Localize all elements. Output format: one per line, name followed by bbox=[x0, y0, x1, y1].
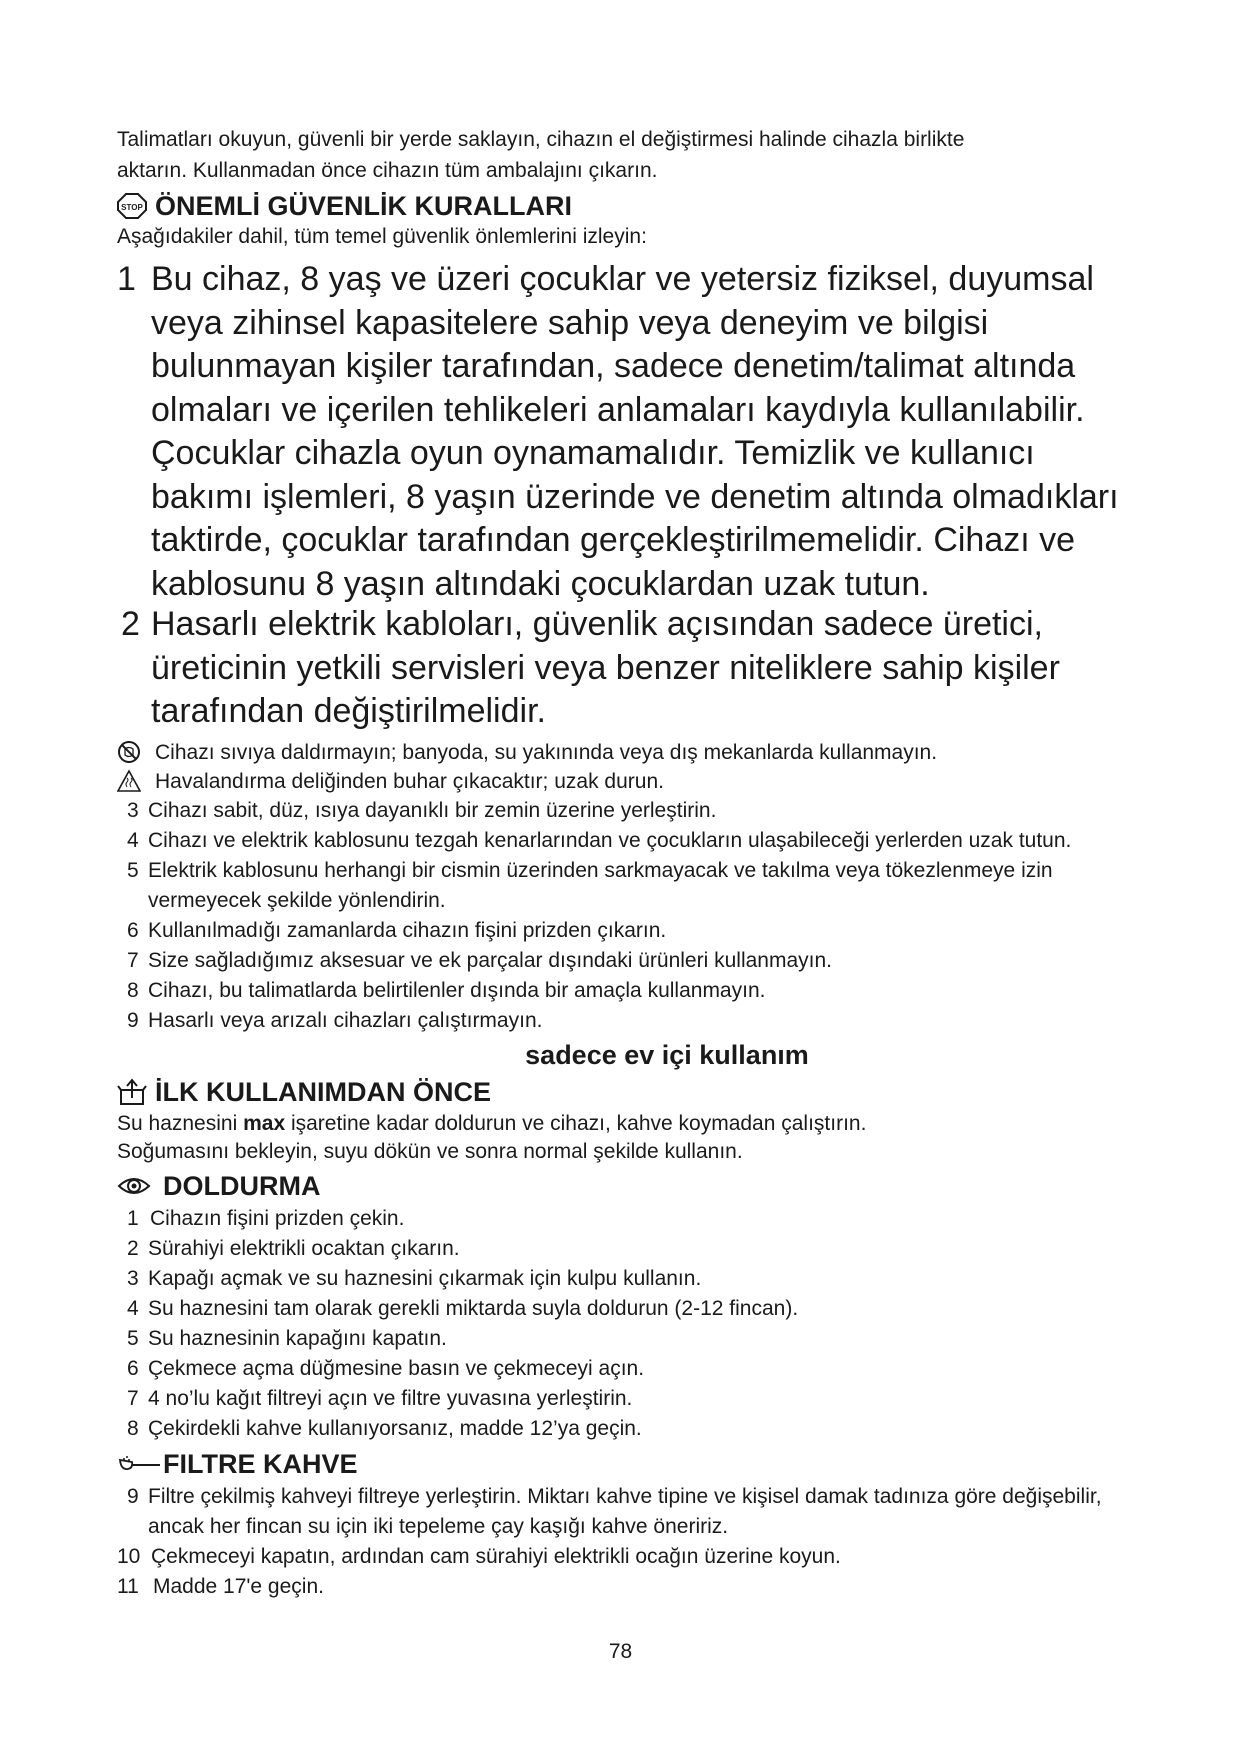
list-item-text: Cihazı ve elektrik kablosunu tezgah kenarlarından ve çocukların ulaşabileceği yerlerden uzak tutun. bbox=[148, 828, 1072, 852]
warning-no-immersion-text: Cihazı sıvıya daldırmayın; banyoda, su yakınında veya dış mekanlarda kullanmayın. bbox=[155, 740, 938, 764]
list-item-text: Cihazın fişini prizden çekin. bbox=[150, 1206, 405, 1230]
list-item-number: 9 bbox=[127, 1484, 139, 1508]
stop-icon-text: STOP bbox=[121, 203, 143, 212]
list-item-text: Elektrik kablosunu herhangi bir cismin üzerinden sarkmayacak ve takılma veya tökezlenmeye izin vermeyecek şekilde yönlendirin. bbox=[148, 858, 1053, 912]
unpack-icon bbox=[117, 1078, 147, 1106]
list-item-text: Çekmece açma düğmesine basın ve çekmeceyi açın. bbox=[148, 1356, 645, 1380]
list-item-number: 7 bbox=[127, 1386, 139, 1410]
list-item bbox=[117, 976, 1127, 1006]
list-item bbox=[117, 1324, 1127, 1354]
no-immersion-icon bbox=[117, 740, 141, 764]
list-item bbox=[117, 856, 1127, 916]
list-item bbox=[117, 916, 1127, 946]
intro-line-2: aktarın. Kullanmadan önce cihazın tüm ambalajını çıkarın. bbox=[117, 159, 658, 182]
safety-heading bbox=[117, 188, 1127, 224]
list-item bbox=[117, 946, 1127, 976]
list-item-text: 4 no’lu kağıt filtreyi açın ve filtre yuvasına yerleştirin. bbox=[148, 1386, 633, 1410]
intro-line-1: Talimatları okuyun, güvenli bir yerde saklayın, cihazın el değiştirmesi halinde cihazla birlikte bbox=[117, 128, 965, 151]
first-use-line-1-post: işaretine kadar doldurun ve cihazı, kahve koymadan çalıştırın. bbox=[285, 1111, 867, 1135]
list-item-number: 5 bbox=[127, 858, 139, 882]
list-item-text: Hasarlı veya arızalı cihazları çalıştırmayın. bbox=[148, 1008, 543, 1032]
first-use-line-1 bbox=[117, 1110, 1127, 1138]
steam-warning-icon bbox=[117, 769, 141, 793]
list-item-number: 3 bbox=[127, 1266, 139, 1290]
big-item-2-number: 2 bbox=[121, 605, 140, 643]
list-item-text: Filtre çekilmiş kahveyi filtreye yerleştirin. Miktarı kahve tipine ve kişisel damak tadınıza göre değişebilir, ancak her fincan su için iki tepeleme çay kaşığı kahve öneririz. bbox=[148, 1484, 1102, 1538]
list-item-text: Madde 17'e geçin. bbox=[153, 1574, 324, 1598]
list-item-text: Kapağı açmak ve su haznesini çıkarmak için kulpu kullanın. bbox=[148, 1266, 702, 1290]
big-item-2-text: Hasarlı elektrik kabloları, güvenlik açısından sadece üretici, üreticinin yetkili servisleri veya benzer niteliklere sahip kişiler tarafından değiştirilmelidir. bbox=[151, 605, 1060, 730]
warning-steam bbox=[117, 767, 1127, 796]
warning-no-immersion bbox=[117, 738, 1127, 767]
list-item bbox=[117, 1414, 1127, 1444]
list-item-text: Kullanılmadığı zamanlarda cihazın fişini prizden çıkarın. bbox=[148, 918, 667, 942]
first-use-line-1-pre: Su haznesini bbox=[117, 1111, 244, 1135]
list-item bbox=[117, 1542, 1127, 1572]
safety-heading-text: ÖNEMLİ GÜVENLİK KURALLARI bbox=[155, 191, 572, 221]
list-item-text: Sürahiyi elektrikli ocaktan çıkarın. bbox=[148, 1236, 460, 1260]
filling-heading bbox=[117, 1168, 1127, 1204]
first-use-heading bbox=[117, 1074, 1127, 1110]
list-item-number: 6 bbox=[127, 918, 139, 942]
list-item-number: 2 bbox=[127, 1236, 139, 1260]
list-item-number: 8 bbox=[127, 978, 139, 1002]
filter-coffee-heading-text: FILTRE KAHVE bbox=[163, 1448, 358, 1479]
safety-subtitle: Aşağıdakiler dahil, tüm temel güvenlik önlemlerini izleyin: bbox=[117, 225, 647, 248]
warning-steam-text: Havalandırma deliğinden buhar çıkacaktır; uzak durun. bbox=[155, 769, 664, 793]
list-item-number: 9 bbox=[127, 1008, 139, 1032]
list-item-number: 5 bbox=[127, 1326, 139, 1350]
list-item-text: Size sağladığımız aksesuar ve ek parçalar dışındaki ürünleri kullanmayın. bbox=[148, 948, 832, 972]
list-item bbox=[117, 1572, 1127, 1602]
list-item-number: 8 bbox=[127, 1416, 139, 1440]
list-item-number: 4 bbox=[127, 828, 139, 852]
filling-heading-text: DOLDURMA bbox=[163, 1170, 321, 1201]
filter-coffee-heading bbox=[117, 1446, 1127, 1482]
list-item bbox=[117, 1006, 1127, 1036]
list-item bbox=[117, 1204, 1127, 1234]
big-item-1 bbox=[117, 258, 1127, 606]
page-number: 78 bbox=[608, 1640, 633, 1663]
first-use-heading-text: İLK KULLANIMDAN ÖNCE bbox=[155, 1076, 491, 1107]
list-item-number: 1 bbox=[127, 1206, 139, 1230]
first-use-line-2: Soğumasını bekleyin, suyu dökün ve sonra normal şekilde kullanın. bbox=[117, 1139, 743, 1163]
list-item bbox=[117, 1384, 1127, 1414]
list-item-number: 10 bbox=[117, 1544, 141, 1568]
list-item bbox=[117, 1234, 1127, 1264]
list-item-number: 6 bbox=[127, 1356, 139, 1380]
list-item bbox=[117, 1294, 1127, 1324]
list-item-number: 4 bbox=[127, 1296, 139, 1320]
big-item-1-text: Bu cihaz, 8 yaş ve üzeri çocuklar ve yetersiz fiziksel, duyumsal veya zihinsel kapasitelere sahip veya deneyim ve bilgisi bulunmayan kişiler tarafından, sadece denetim/talimat altında olmaları ve içerilen tehlikeleri anlamaları kaydıyla kullanılabilir. Çocuklar cihazla oyun oynamamalıdır. Temizlik ve kullanıcı bakımı işlemleri, 8 yaşın üzerinde ve denetim altında olmadıkları taktirde, çocuklar tarafından gerçekleştirilmemelidir. Cihazı ve kablosunu 8 yaşın altındaki çocuklardan uzak tutun. bbox=[151, 260, 1119, 603]
manual-page bbox=[117, 124, 1127, 1602]
list-item-text: Cihazı, bu talimatlarda belirtilenler dışında bir amaçla kullanmayın. bbox=[148, 978, 766, 1002]
list-item-number: 11 bbox=[117, 1574, 139, 1598]
list-item-number: 7 bbox=[127, 948, 139, 972]
list-item bbox=[117, 1482, 1127, 1542]
list-item-text: Su haznesini tam olarak gerekli miktarda suyla doldurun (2-12 fincan). bbox=[148, 1296, 799, 1320]
list-item-text: Çekirdekli kahve kullanıyorsanız, madde 12’ya geçin. bbox=[148, 1416, 642, 1440]
big-item-2 bbox=[117, 603, 1127, 734]
stop-icon bbox=[117, 193, 147, 219]
list-item bbox=[117, 826, 1127, 856]
list-item-text: Su haznesinin kapağını kapatın. bbox=[148, 1326, 447, 1350]
eye-icon bbox=[117, 1175, 151, 1197]
household-use-note: sadece ev içi kullanım bbox=[525, 1039, 809, 1070]
list-item bbox=[117, 1354, 1127, 1384]
list-item-number: 3 bbox=[127, 798, 139, 822]
coffee-scoop-icon bbox=[117, 1453, 161, 1475]
list-item bbox=[117, 796, 1127, 826]
big-item-1-number: 1 bbox=[117, 260, 136, 298]
list-item-text: Cihazı sabit, düz, ısıya dayanıklı bir zemin üzerine yerleştirin. bbox=[148, 798, 717, 822]
first-use-max-label: max bbox=[243, 1111, 286, 1135]
list-item bbox=[117, 1264, 1127, 1294]
list-item-text: Çekmeceyi kapatın, ardından cam sürahiyi elektrikli ocağın üzerine koyun. bbox=[151, 1544, 841, 1568]
